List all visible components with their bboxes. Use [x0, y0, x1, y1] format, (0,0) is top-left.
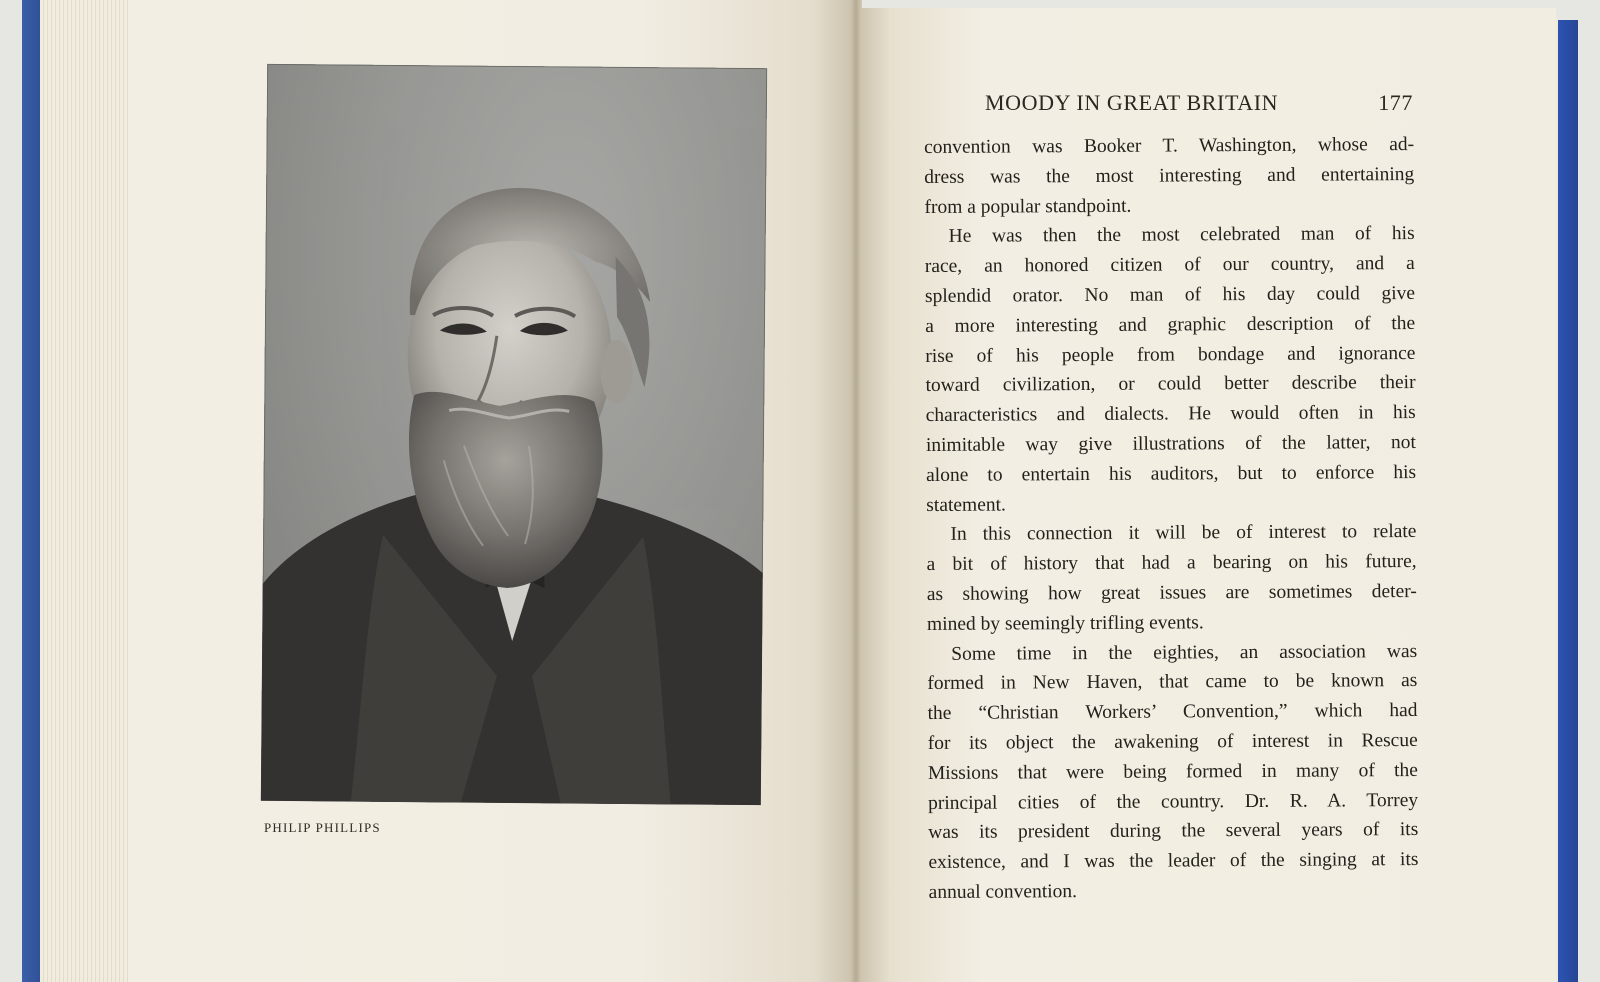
text-line: race, an honored citizen of our country, and a	[924, 253, 1415, 278]
text-line: In this connection it will be of interest to relate	[950, 521, 1417, 546]
book-gutter	[850, 0, 862, 982]
paragraph-end	[926, 488, 1416, 521]
text-line: toward civilization, or could better describe their	[925, 372, 1416, 397]
page-number: 177	[1378, 90, 1413, 115]
text-line: characteristics and dialects. He would often in his	[925, 402, 1416, 427]
photo-caption: PHILIP PHILLIPS	[264, 820, 381, 835]
portrait-illustration	[261, 64, 767, 805]
text-line: existence, and I was the leader of the singing at its	[928, 849, 1419, 874]
text-line: formed in New Haven, that came to be known as	[927, 670, 1418, 695]
body-text	[924, 130, 1419, 908]
text-line: from a popular standpoint.	[924, 195, 1132, 218]
paragraph	[926, 517, 1417, 609]
page-edges-left	[40, 0, 136, 982]
text-line: alone to entertain his auditors, but to enforce his	[926, 461, 1417, 486]
text-line: He was then the most celebrated man of his	[948, 223, 1415, 248]
text-line: splendid orator. No man of his day could give	[924, 282, 1416, 307]
text-line: Some time in the eighties, an association was	[951, 640, 1418, 665]
text-line: annual convention.	[928, 881, 1078, 903]
paragraph	[924, 130, 1414, 193]
paragraph	[927, 637, 1418, 878]
text-line: mined by seemingly trifling events.	[926, 612, 1204, 635]
text-line: dress was the most interesting and entertaining	[924, 163, 1415, 188]
text-line: principal cities of the country. Dr. R. A. Torrey	[928, 789, 1419, 814]
text-line: statement.	[926, 494, 1006, 516]
text-line: a bit of history that had a bearing on his future,	[926, 551, 1417, 576]
text-line: rise of his people from bondage and ignorance	[925, 342, 1416, 367]
paragraph-end	[924, 190, 1414, 223]
portrait-photo	[261, 64, 767, 805]
text-line: convention was Booker T. Washington, whose ad-	[924, 134, 1415, 158]
text-line: as showing how great issues are sometimes deter-	[926, 580, 1417, 605]
text-line: Missions that were being formed in many of the	[927, 759, 1418, 784]
text-line: the “Christian Workers’ Convention,” which had	[927, 700, 1418, 725]
text-line: inimitable way give illustrations of the latter, not	[925, 431, 1416, 456]
running-head	[985, 90, 1413, 116]
text-line: a more interesting and graphic description of the	[925, 312, 1416, 337]
paragraph	[925, 219, 1417, 490]
text-line: was its president during the several years of its	[928, 819, 1419, 844]
paragraph-end	[929, 875, 1419, 908]
paragraph-end	[927, 607, 1417, 640]
text-line: for its object the awakening of interest in Rescue	[927, 729, 1418, 754]
running-head-title: MOODY IN GREAT BRITAIN	[985, 90, 1279, 115]
